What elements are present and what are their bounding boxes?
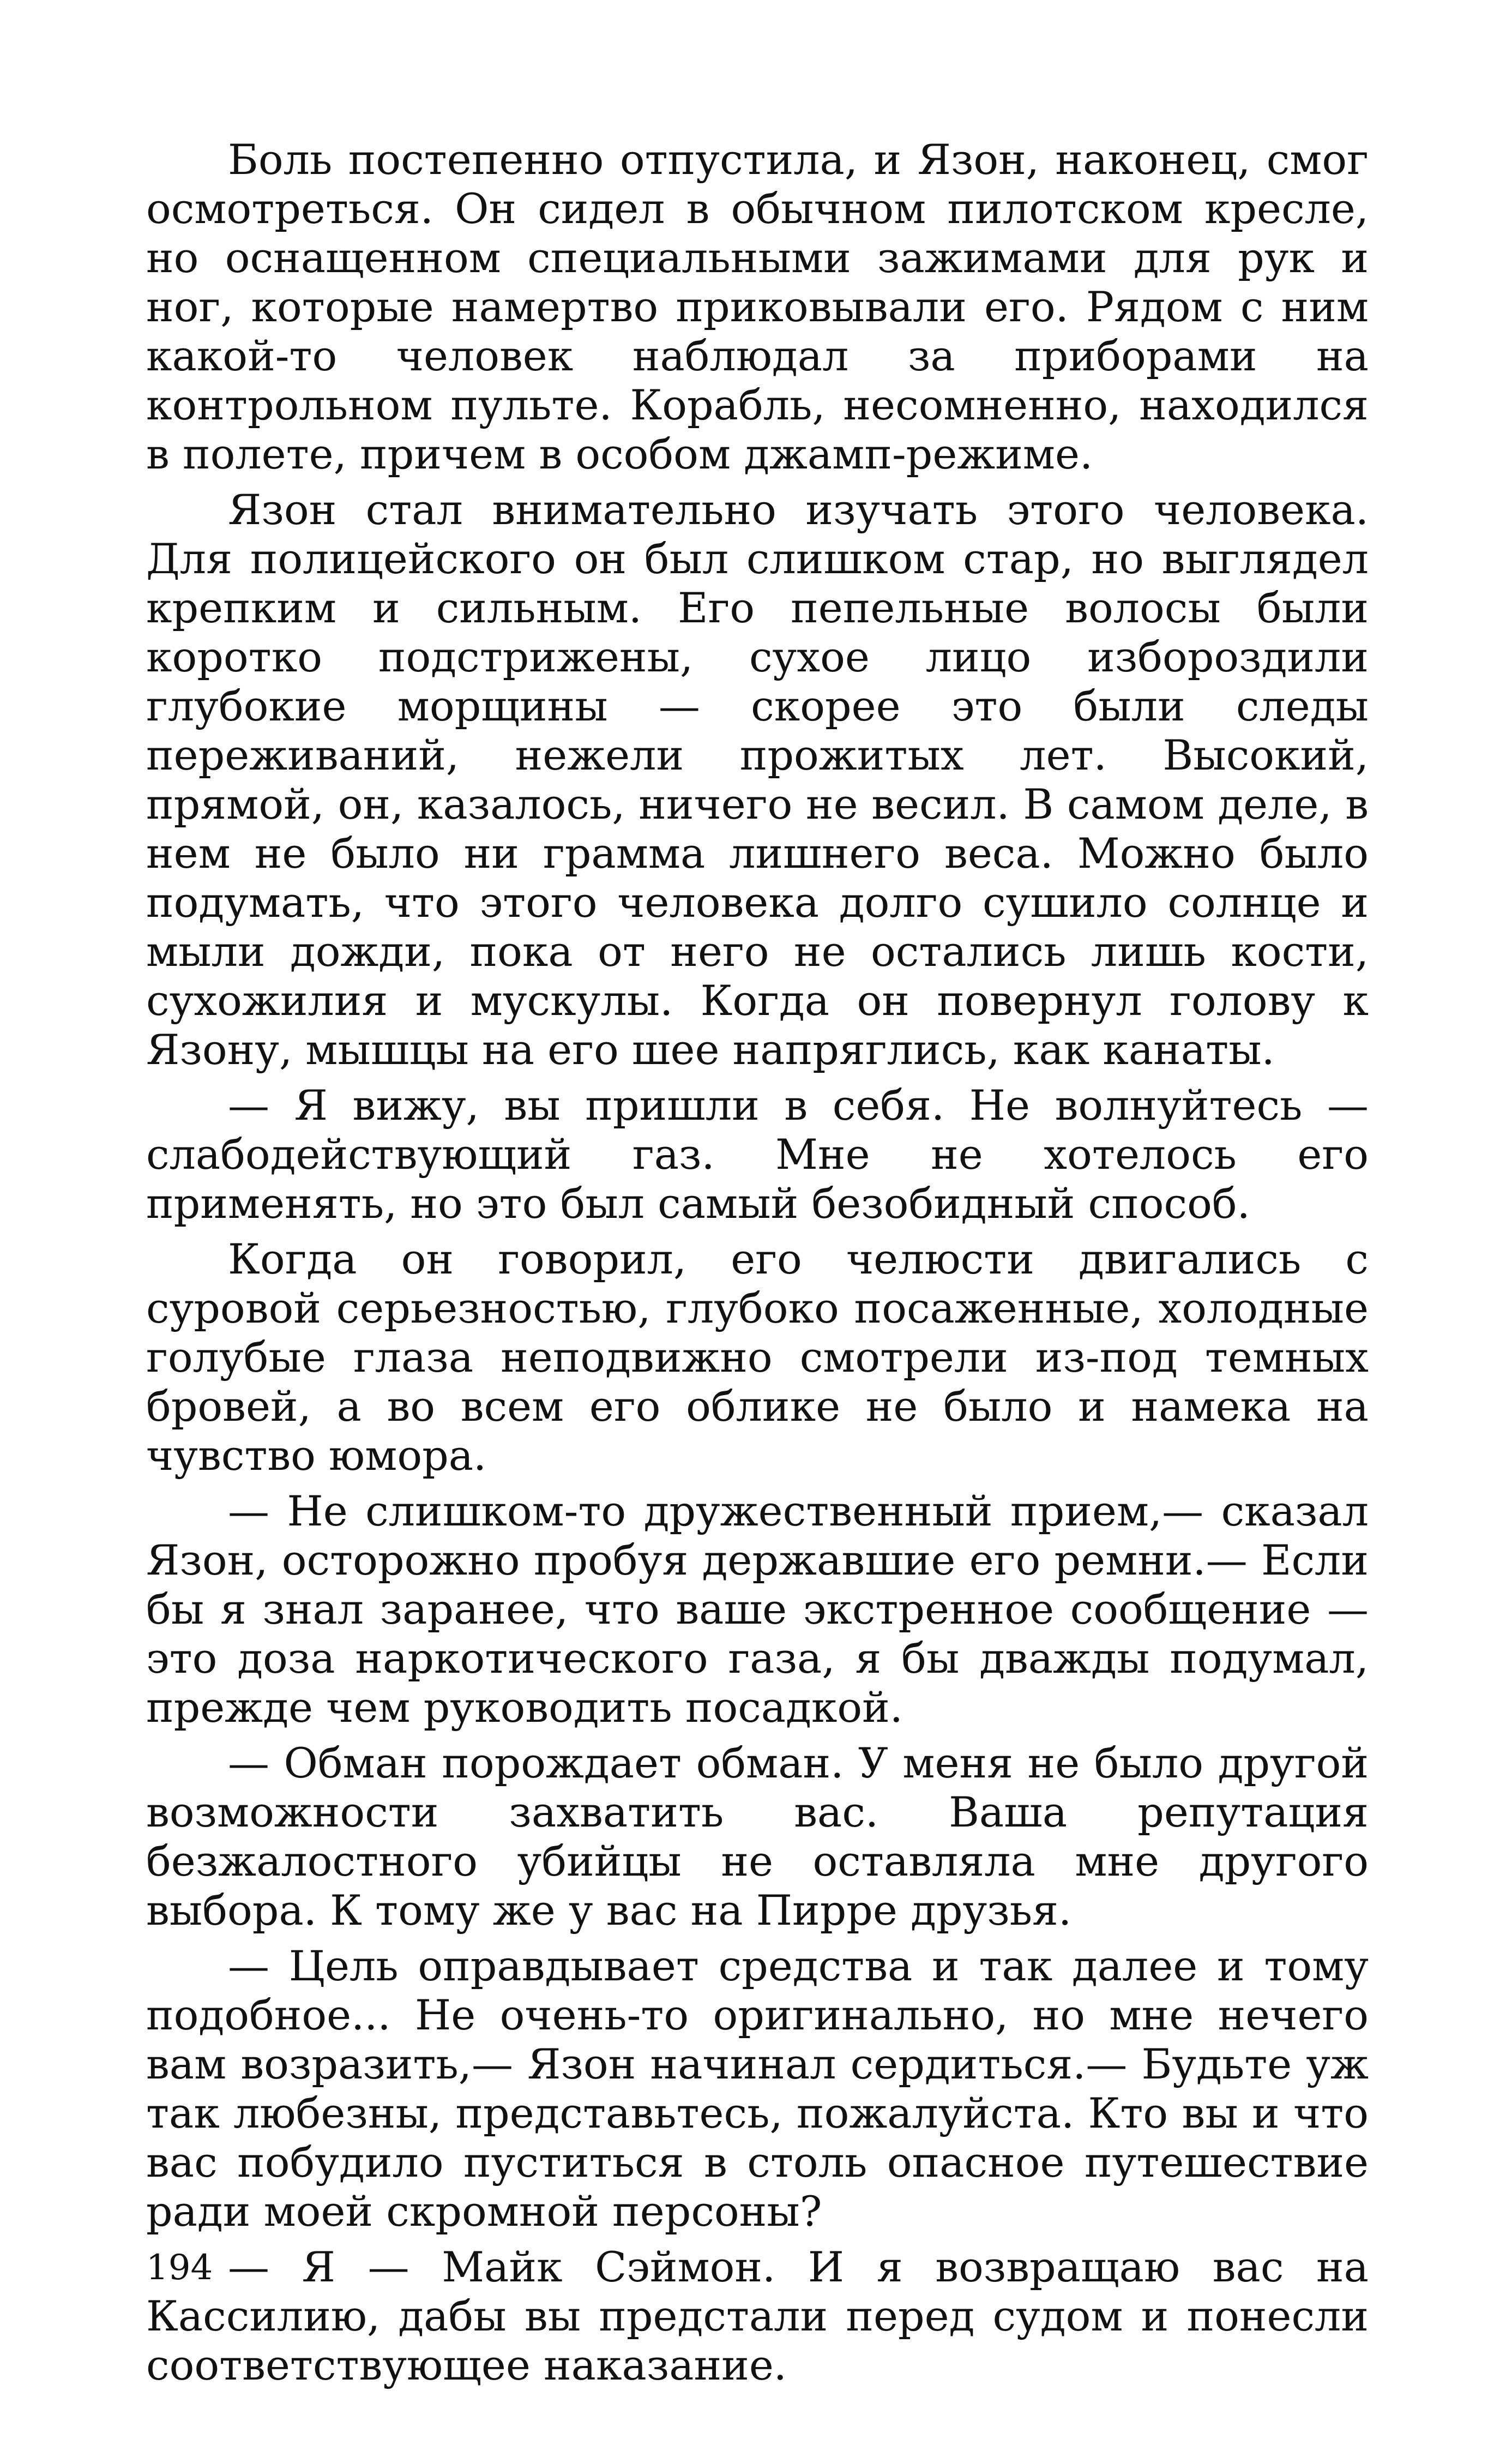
paragraph-1: Боль постепенно отпустила, и Язон, наконец, смог осмотреться. Он сидел в обычном пилотском кресле, но оснащенном специальными зажимами для рук и ног, которые намертво приковывали его. Рядом с ним какой-то человек наблюдал за приборами на контрольном пульте. Корабль, несомненно, находился в полете, причем в особом джамп-режиме. [146,135,1369,478]
page-text [146,135,1369,2396]
paragraph-7: — Цель оправдывает средства и так далее и тому подобное... Не очень-то оригинально, но мне нечего вам возразить,— Язон начинал сердиться.— Будьте уж так любезны, представьтесь, пожалуйста. Кто вы и что вас побудило пуститься в столь опасное путешествие ради моей скромной персоны? [146,1942,1369,2236]
page-number: 194 [146,2248,213,2288]
paragraph-3: — Я вижу, вы пришли в себя. Не волнуйтесь — слабодействующий газ. Мне не хотелось его применять, но это был самый безобидный способ. [146,1081,1369,1228]
paragraph-5: — Не слишком-то дружественный прием,— сказал Язон, осторожно пробуя державшие его ремни.— Если бы я знал заранее, что ваше экстренное сообщение — это доза наркотического газа, я бы дважды подумал, прежде чем руководить посадкой. [146,1487,1369,1732]
paragraph-2: Язон стал внимательно изучать этого человека. Для полицейского он был слишком стар, но выглядел крепким и сильным. Его пепельные волосы были коротко подстрижены, сухое лицо избороздили глубокие морщины — скорее это были следы переживаний, нежели прожитых лет. Высокий, прямой, он, казалось, ничего не весил. В самом деле, в нем не было ни грамма лишнего веса. Можно было подумать, что этого человека долго сушило солнце и мыли дожди, пока от него не остались лишь кости, сухожилия и мускулы. Когда он повернул голову к Язону, мышцы на его шее напряглись, как канаты. [146,485,1369,1074]
paragraph-8: — Я — Майк Сэймон. И я возвращаю вас на Кассилию, дабы вы предстали перед судом и понесли соответствующее наказание. [146,2243,1369,2389]
paragraph-4: Когда он говорил, его челюсти двигались с суровой серьезностью, глубоко посаженные, холодные голубые глаза неподвижно смотрели из-под темных бровей, а во всем его облике не было и намека на чувство юмора. [146,1235,1369,1480]
paragraph-6: — Обман порождает обман. У меня не было другой возможности захватить вас. Ваша репутация безжалостного убийцы не оставляла мне другого выбора. К тому же у вас на Пирре друзья. [146,1739,1369,1935]
